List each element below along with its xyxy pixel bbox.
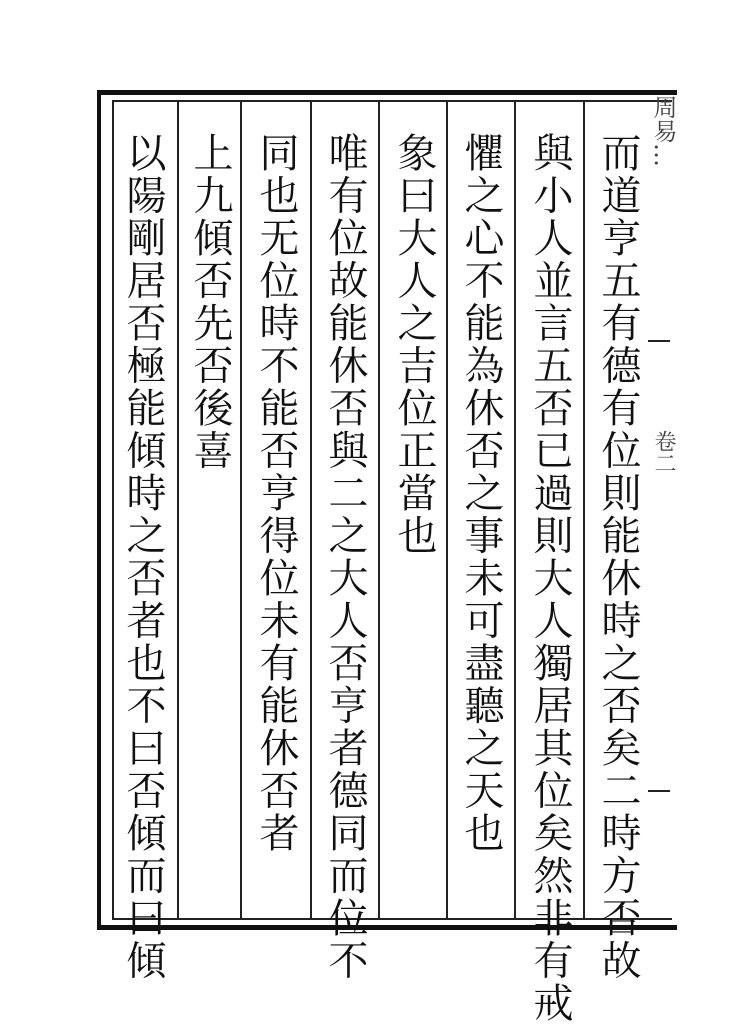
- text-column-6: 同也无位時不能否亨得位未有能休否者: [253, 132, 299, 855]
- text-column-4: 象曰大人之吉位正當也: [391, 132, 437, 557]
- column-rule: [177, 100, 179, 920]
- text-column-3: 懼之心不能為休否之事未可盡聽之天也: [458, 132, 504, 855]
- margin-tick: [648, 790, 670, 792]
- column-rule: [446, 100, 448, 920]
- column-rule: [378, 100, 380, 920]
- text-column-1: 而道亨五有德有位則能休時之否矣二時方否故: [595, 132, 641, 982]
- book-title-margin: 周易…: [649, 95, 677, 167]
- column-rule: [240, 100, 242, 920]
- volume-label-margin: 卷二: [651, 430, 676, 474]
- text-column-2: 與小人並言五否已過則大人獨居其位矣然非有戒: [527, 132, 573, 1025]
- column-rule: [310, 100, 312, 920]
- margin-tick: [648, 340, 670, 342]
- column-rule: [514, 100, 516, 920]
- text-column-5: 唯有位故能休否與二之大人否亨者德同而位不: [322, 132, 368, 982]
- text-column-7: 上九傾否先否後喜: [187, 132, 233, 472]
- text-column-8: 以陽剛居否極能傾時之否者也不曰否傾而曰傾: [120, 132, 166, 982]
- column-rule: [583, 100, 585, 920]
